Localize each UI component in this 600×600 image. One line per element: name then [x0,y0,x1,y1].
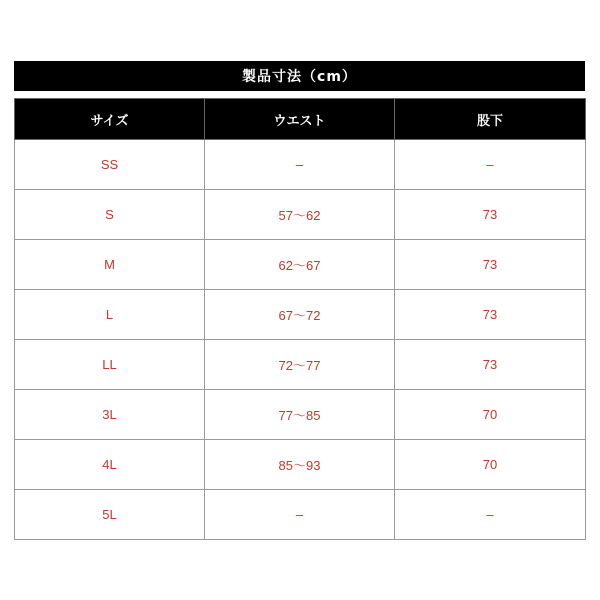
table-row [15,190,586,240]
inseam-cell: 70 [395,440,586,490]
header-inseam: 股下 [395,99,586,140]
size-cell: 5L [15,490,205,540]
waist-cell: 57〜62 [205,190,395,240]
waist-cell: 67〜72 [205,290,395,340]
table-row [15,440,586,490]
header-row [15,99,586,140]
size-cell: 3L [15,390,205,440]
inseam-cell: 73 [395,190,586,240]
size-cell: M [15,240,205,290]
inseam-cell: 73 [395,340,586,390]
table-row [15,390,586,440]
inseam-cell: 73 [395,240,586,290]
inseam-cell: – [395,140,586,190]
table-row [15,140,586,190]
size-cell: L [15,290,205,340]
waist-cell: 72〜77 [205,340,395,390]
inseam-cell: 70 [395,390,586,440]
size-chart-table [14,98,586,540]
table-row [15,340,586,390]
waist-cell: – [205,490,395,540]
size-cell: 4L [15,440,205,490]
table-row [15,490,586,540]
inseam-cell: 73 [395,290,586,340]
waist-cell: 77〜85 [205,390,395,440]
header-size: サイズ [15,99,205,140]
table-row [15,290,586,340]
table-row [15,240,586,290]
size-cell: LL [15,340,205,390]
header-waist: ウエスト [205,99,395,140]
waist-cell: 85〜93 [205,440,395,490]
inseam-cell: – [395,490,586,540]
waist-cell: – [205,140,395,190]
waist-cell: 62〜67 [205,240,395,290]
size-cell: SS [15,140,205,190]
table-title: 製品寸法（cm） [14,61,585,91]
size-cell: S [15,190,205,240]
